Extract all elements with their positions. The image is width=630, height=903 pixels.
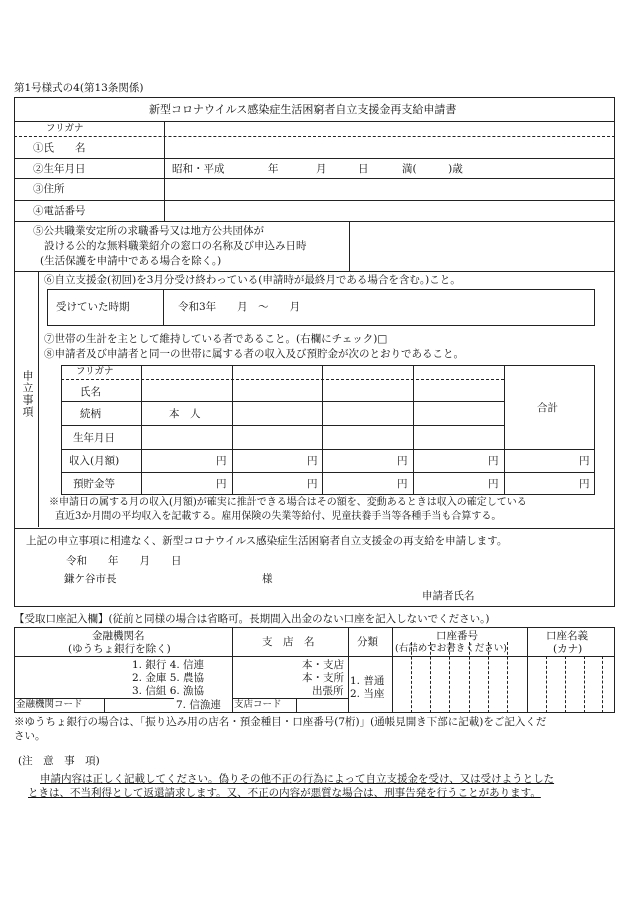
yen-unit: 円 (488, 455, 499, 467)
yen-unit: 円 (216, 478, 227, 490)
job-seeker-label-3: (生活保護を申請中である場合を除く。) (40, 255, 222, 267)
yen-unit: 円 (397, 455, 408, 467)
form-number: 第1号様式の4(第13条関係) (14, 82, 144, 94)
honorific: 様 (262, 573, 273, 585)
hh-savings-label: 預貯金等 (73, 478, 115, 490)
inst-option-2[interactable]: 2. 金庫 5. 農協 (132, 672, 205, 684)
address-label: ③住所 (33, 183, 65, 195)
phone-field[interactable] (166, 201, 614, 221)
hh-relation-self: 本 人 (169, 408, 201, 420)
item6-text: ⑥自立支援金(初回)を3月分受け終わっている(申請時が最終月である場合を含む。)こと。 (44, 274, 461, 286)
caution-text-1: 申請内容は正しく記載してください。偽りその他不正の行為によって自立支援金を受け、又は受けようとした (40, 773, 555, 785)
applicant-signature-label: 申請者氏名 (422, 590, 475, 602)
yen-unit: 円 (397, 478, 408, 490)
job-seeker-label-2: 設ける公的な無料職業紹介の窓口の名称及び申込み日時 (44, 240, 307, 252)
bank-col-branch: 支 店 名 (262, 636, 315, 648)
applicant-signature-field[interactable] (478, 588, 608, 603)
caution-text-2: ときは、不当利得として返還請求します。又、不正の内容が悪質な場合は、刑事告発を行うことがあります。 (28, 787, 541, 799)
name-field[interactable] (166, 137, 614, 157)
phone-label: ④電話番号 (33, 205, 86, 217)
branch-option-3[interactable]: 出張所 (312, 685, 344, 697)
type-option-current[interactable]: 2. 当座 (350, 688, 385, 700)
yen-unit: 円 (307, 455, 318, 467)
hh-income-label: 収入(月額) (69, 455, 120, 467)
type-option-ordinary[interactable]: 1. 普通 (350, 675, 385, 687)
address-field[interactable] (166, 179, 614, 199)
branch-code-label: 支店コード (234, 699, 282, 710)
name-label: ①氏 名 (33, 142, 86, 154)
form-title: 新型コロナウイルス感染症生活困窮者自立支援金再支給申請書 (149, 103, 457, 116)
inst-option-1[interactable]: 1. 銀行 4. 信連 (132, 659, 205, 671)
period-value[interactable]: 令和3年 月 ～ 月 (178, 301, 301, 313)
yen-unit: 円 (488, 478, 499, 490)
caution-heading: (注 意 事 項) (18, 755, 100, 767)
item7-text: ⑦世帯の生計を主として維持している者であること。(右欄にチェック)□ (44, 333, 388, 345)
hh-birth-label: 生年月日 (73, 432, 115, 444)
declaration-side-label: 申立事項 (21, 370, 34, 418)
job-seeker-field[interactable] (351, 222, 614, 270)
age-field[interactable]: 満( )歳 (402, 163, 463, 175)
income-note-1: ※申請日の属する月の収入(月額)が確実に推計できる場合はその額を、変動あるときは収入の確定している (49, 497, 527, 508)
hh-relation-label: 続柄 (80, 408, 101, 420)
bank-col-type: 分類 (357, 636, 378, 648)
bank-col-holder-sub: (カナ) (553, 643, 583, 655)
bank-col-institution: 金融機関名 (92, 630, 145, 642)
yen-unit: 円 (579, 478, 590, 490)
hh-furigana-label: フリガナ (76, 366, 114, 377)
birth-month-unit: 月 (316, 163, 327, 175)
recipient-mayor: 鎌ケ谷市長 (64, 573, 117, 585)
bank-col-account-sub: (右詰めでお書きください) (395, 643, 507, 654)
job-seeker-label-1: ⑤公共職業安定所の求職番号又は地方公共団体が (33, 225, 264, 237)
birthdate-label: ②生年月日 (33, 163, 86, 175)
furigana-field[interactable] (166, 122, 614, 135)
yucho-note-2: さい。 (14, 730, 46, 742)
bank-heading: 【受取口座記入欄】(従前と同様の場合は省略可。長期間入出金のない口座を記入しないでください。) (14, 613, 490, 625)
period-label: 受けていた時期 (56, 301, 130, 313)
inst-code-label: 金融機関コード (16, 699, 83, 710)
yucho-note-1: ※ゆうちょ銀行の場合は、「振り込み用の店名・預金種目・口座番号(7桁)」(通帳見開き下部に記載)をご記入くだ (14, 716, 547, 728)
yen-unit: 円 (307, 478, 318, 490)
hh-name-label: 氏名 (80, 386, 101, 398)
inst-option-4[interactable]: 7. 信漁連 (176, 699, 221, 711)
item8-text: ⑧申請者及び申請者と同一の世帯に属する者の収入及び預貯金が次のとおりであること。 (44, 348, 464, 360)
bank-col-institution-sub: (ゆうちょ銀行を除く) (68, 643, 171, 655)
branch-option-2[interactable]: 本・支所 (302, 672, 344, 684)
yen-unit: 円 (579, 455, 590, 467)
bank-col-account: 口座番号 (436, 630, 478, 642)
hh-total-label: 合計 (537, 402, 558, 414)
application-date[interactable]: 令和 年 月 日 (66, 555, 182, 567)
birth-era[interactable]: 昭和・平成 (172, 163, 225, 175)
income-note-2: 直近3か月間の平均収入を記載する。雇用保険の失業等給付、児童扶養手当等各種手当も合算する。 (55, 511, 502, 522)
furigana-label: フリガナ (46, 123, 84, 134)
inst-option-3[interactable]: 3. 信組 6. 漁協 (132, 685, 205, 697)
birth-day-unit: 日 (358, 163, 369, 175)
branch-option-1[interactable]: 本・支店 (302, 659, 344, 671)
household-head-checkbox[interactable] (416, 333, 427, 344)
pledge-text: 上記の申立事項に相違なく、新型コロナウイルス感染症生活困窮者自立支援金の再支給を申請します。 (26, 535, 508, 547)
bank-col-holder: 口座名義 (546, 630, 588, 642)
yen-unit: 円 (216, 455, 227, 467)
birth-year-unit: 年 (268, 163, 279, 175)
